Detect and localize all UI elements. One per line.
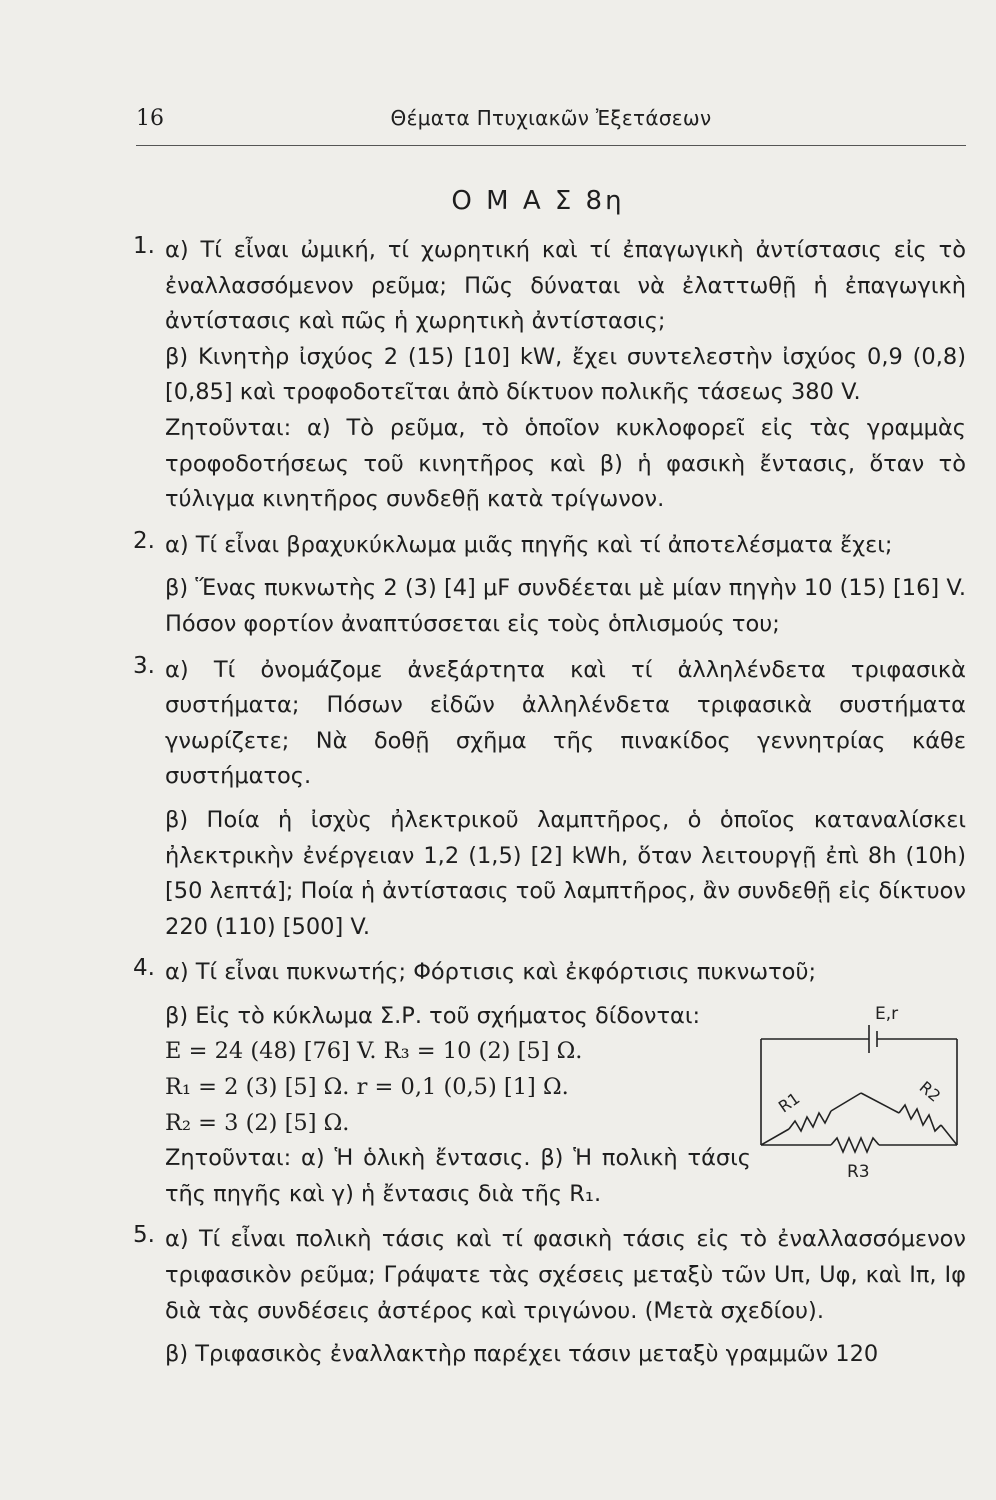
r1-label: R1 xyxy=(774,1088,804,1117)
question-text: β) Ποία ἡ ἰσχὺς ἠλεκτρικοῦ λαμπτῆρος, ὁ ὁποῖος καταναλίσκει ἠλεκτρικὴν ἐνέργειαν 1,2 (1,5) [2] kWh, ὅταν λειτουργῇ ἐπὶ 8h (10h) [50 λεπτά]; Ποία ἡ ἀντίστασις τοῦ λαμπτῆρος, ἂν συνδεθῇ εἰς δίκτυον 220 (110) [500] V. xyxy=(165,806,966,940)
question-text: β) Τριφασικὸς ἐναλλακτὴρ παρέχει τάσιν μεταξὺ γραμμῶν 120 xyxy=(165,1341,879,1368)
question-number: 4. xyxy=(133,955,155,982)
r3-label: R3 xyxy=(847,1161,870,1182)
question-text: α) Τί εἶναι βραχυκύκλωμα μιᾶς πηγῆς καὶ τί ἀποτελέσματα ἔχει; xyxy=(165,531,893,558)
page-header xyxy=(136,106,966,136)
page-number: 16 xyxy=(136,106,164,131)
source-label: E,r xyxy=(875,1003,899,1024)
question-3 xyxy=(133,653,966,946)
question-number: 1. xyxy=(133,233,155,259)
question-1 xyxy=(133,233,966,518)
circuit-diagram xyxy=(751,999,966,1189)
question-text: β) Εἰς τὸ κύκλωμα Σ.Ρ. τοῦ σχήματος δίδονται: xyxy=(165,1002,701,1029)
group-title: Ο Μ Α Σ 8η xyxy=(451,186,625,216)
question-4 xyxy=(133,955,966,1212)
question-text: Ζητοῦνται: α) Τὸ ρεῦμα, τὸ ὁποῖον κυκλοφορεῖ εἰς τὰς γραμμὰς τροφοδοτήσεως τοῦ κινητῆρος καὶ β) ἡ φασικὴ ἔντασις, ὅταν τὸ τύλιγμα κινητῆρος συνδεθῇ κατὰ τρίγωνον. xyxy=(165,414,966,513)
given-value: Ε = 24 (48) [76] V. R₃ = 10 (2) [5] Ω. xyxy=(165,1038,583,1065)
question-5 xyxy=(133,1222,966,1372)
question-text: β) Κινητὴρ ἰσχύος 2 (15) [10] kW, ἔχει συντελεστὴν ἰσχύος 0,9 (0,8) [0,85] καὶ τροφοδοτεῖται ἀπὸ δίκτυον πολικῆς τάσεως 380 V. xyxy=(165,343,966,406)
given-value: R₂ = 3 (2) [5] Ω. xyxy=(165,1109,350,1136)
question-text: Ζητοῦνται: α) Ἡ ὁλικὴ ἔντασις. β) Ἡ πολικὴ τάσις τῆς πηγῆς καὶ γ) ἡ ἔντασις διὰ τῆς R₁. xyxy=(165,1145,751,1207)
r2-label: R2 xyxy=(915,1077,945,1106)
given-value: R₁ = 2 (3) [5] Ω. r = 0,1 (0,5) [1] Ω. xyxy=(165,1074,569,1101)
circuit-block xyxy=(133,999,966,1213)
question-number: 5. xyxy=(133,1222,155,1249)
question-2 xyxy=(133,528,966,643)
question-text: α) Τί εἶναι πολικὴ τάσις καὶ τί φασικὴ τάσις εἰς τὸ ἐναλλασσόμενον τριφασικὸν ρεῦμα; Γράψατε τὰς σχέσεις μεταξὺ τῶν Uπ, Uφ, καὶ Iπ, Iφ διὰ τὰς συνδέσεις ἀστέρος καὶ τριγώνου. (Μετὰ σχεδίου). xyxy=(165,1226,966,1324)
question-text: β) Ἕνας πυκνωτὴς 2 (3) [4] μF συνδέεται μὲ μίαν πηγὴν 10 (15) [16] V. Πόσον φορτίον ἀναπτύσσεται εἰς τοὺς ὁπλισμούς του; xyxy=(165,575,966,637)
questions-body xyxy=(133,233,966,1373)
question-text: α) Τί ὀνομάζομε ἀνεξάρτητα καὶ τί ἀλληλένδετα τριφασικὰ συστήματα; Πόσων εἰδῶν ἀλληλένδετα τριφασικὰ συστήματα γνωρίζετε; Νὰ δοθῇ σχῆμα τῆς πινακίδος γεννητρίας κάθε συστήματος. xyxy=(165,656,966,790)
question-text: α) Τί εἶναι ὠμική, τί χωρητική καὶ τί ἐπαγωγικὴ ἀντίστασις εἰς τὸ ἐναλλασσόμενον ρεῦμα; Πῶς δύναται νὰ ἐλαττωθῇ ἡ ἐπαγωγικὴ ἀντίστασις καὶ πῶς ἡ χωρητικὴ ἀντίστασις; xyxy=(165,237,966,335)
question-number: 2. xyxy=(133,527,155,554)
running-title: Θέματα Πτυχιακῶν Ἐξετάσεων xyxy=(390,106,712,130)
header-rule xyxy=(136,145,966,146)
question-number: 3. xyxy=(133,652,155,679)
question-text: α) Τί εἶναι πυκνωτής; Φόρτισις καὶ ἐκφόρτισις πυκνωτοῦ; xyxy=(165,959,817,986)
